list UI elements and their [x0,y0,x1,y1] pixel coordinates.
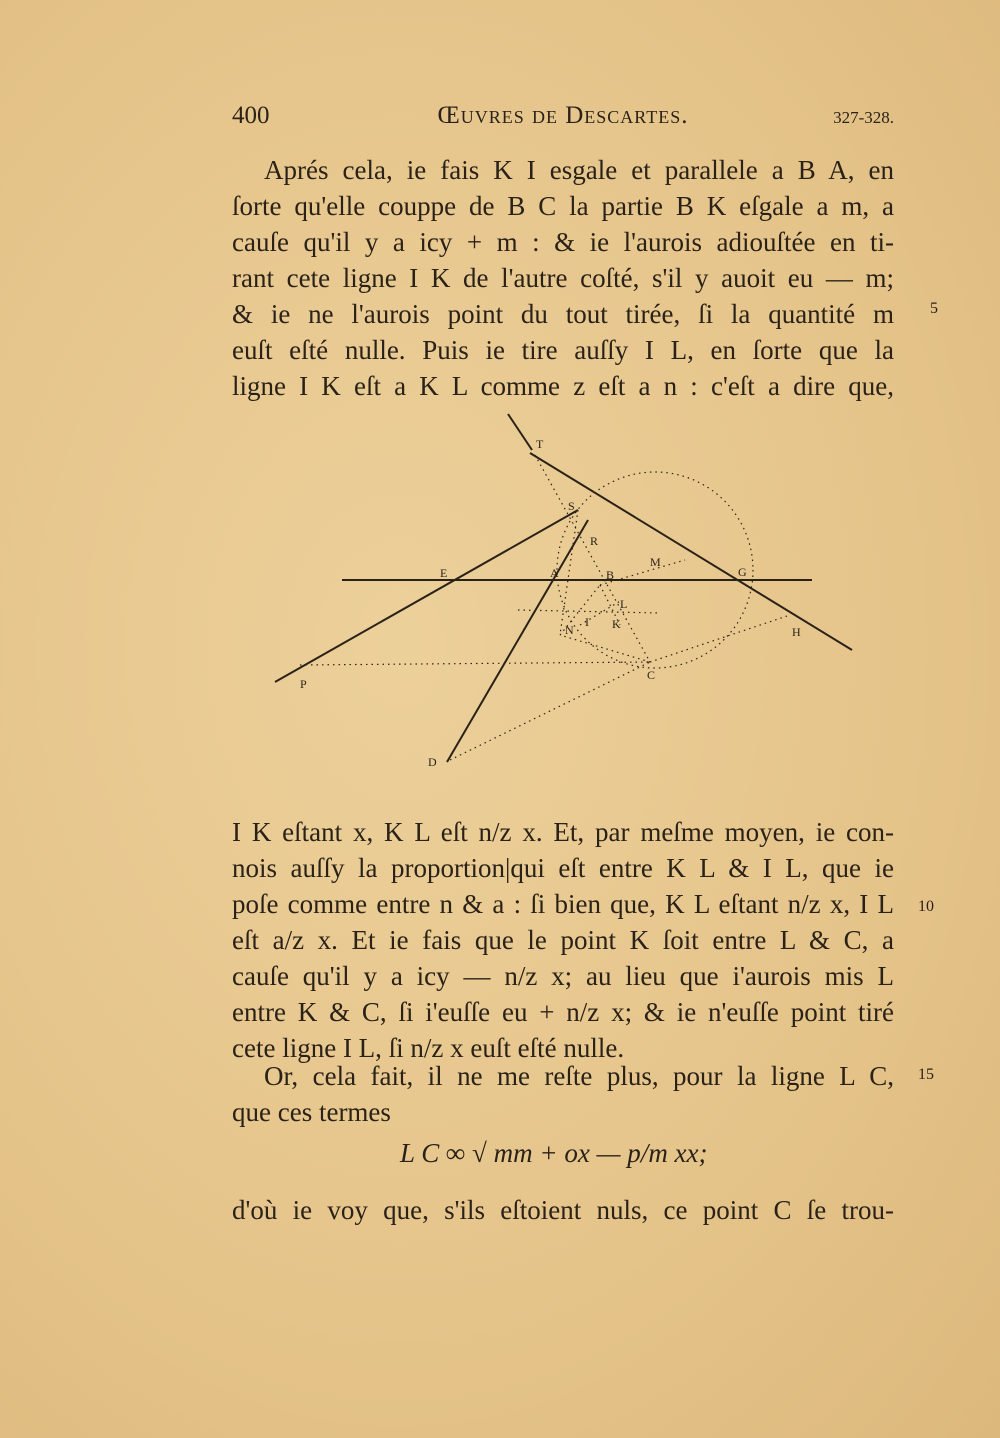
label-p: P [300,677,307,691]
line-number: 15 [918,1066,934,1083]
text-line: ſorte qu'elle couppe de B C la partie B K eſgale a m, a [232,191,894,221]
text-line: & ie ne l'aurois point du tout tirée, ſi la quantité m [232,299,894,329]
text-line: I K eſtant x, K L eſt n/z x. Et, par meſme moyen, ie con- [232,817,894,847]
label-k: K [612,617,621,631]
label-d: D [428,755,437,769]
text-line: Or, cela fait, il ne me reſte plus, pour la ligne L C, [264,1061,894,1091]
dotted-circle [557,472,753,668]
paragraph-1 [232,152,894,404]
line-th [530,453,852,650]
text-line: cauſe qu'il y a icy + m : & ie l'aurois adiouſtée en ti- [232,227,894,257]
label-a: A [550,566,559,580]
text-line: Aprés cela, ie fais K I esgale et parallele a B A, en [264,155,894,185]
text-line: rant cete ligne I K de l'autre coſté, s'il y auoit eu — m; [232,263,894,293]
line-number: 5 [930,300,938,317]
text-line: cauſe qu'il y a icy — n/z x; au lieu que i'aurois mis L [232,961,894,991]
label-t: T [536,437,544,451]
text-line: que ces termes [232,1097,391,1127]
formula: L C ∞ √ mm + ox — p/m xx; [400,1138,708,1168]
text-line: entre K & C, ſi i'euſſe eu + n/z x; & ie n'euſſe point tiré [232,997,894,1027]
dotted-horizontal [518,610,660,613]
text-line: d'où ie voy que, s'ils eſtoient nuls, ce point C ſe trou- [232,1195,894,1225]
dotted-pc [300,662,650,665]
line-number: 10 [918,898,934,915]
text-line: eſt a/z x. Et ie fais que le point K ſoit entre L & C, a [232,925,894,955]
line-t-top [508,414,532,450]
label-e: E [440,566,448,580]
paragraph-4 [232,1192,894,1228]
line-dr [447,520,588,762]
line-pe [275,510,578,682]
label-b: B [606,568,615,582]
dotted-dc [450,662,650,760]
label-n: N [565,623,574,637]
page-number: 400 [232,102,270,129]
dotted-tc [535,455,650,662]
paragraph-2 [232,814,894,1066]
page-reference: 327-328. [833,108,894,127]
label-r: R [590,534,599,548]
text-line: poſe comme entre n & a : ſi bien que, K L eſtant n/z x, I L [232,889,894,919]
page-header [232,102,894,136]
label-m: M [650,555,661,569]
text-line: ligne I K eſt a K L comme z eſt a n : c'eſt a dire que, [232,371,894,401]
label-h: H [792,625,801,639]
label-i: I [585,615,589,629]
text-line: nois auſſy la proportion|qui eſt entre K L & I L, que ie [232,853,894,883]
text-line: euſt eſté nulle. Puis ie tire auſſy I L, en ſorte que la [232,335,894,365]
label-g: G [738,565,747,579]
running-title: Œuvres de Descartes. [437,102,689,129]
dotted-ch [650,615,790,662]
label-s: S [568,499,575,513]
dotted-cn [560,635,650,662]
label-c: C [647,668,656,682]
paragraph-3 [232,1058,894,1130]
text-line: cete ligne I L, ſi n/z x euſt eſté nulle. [232,1033,625,1063]
label-l: L [620,597,628,611]
geometric-figure [260,410,860,790]
